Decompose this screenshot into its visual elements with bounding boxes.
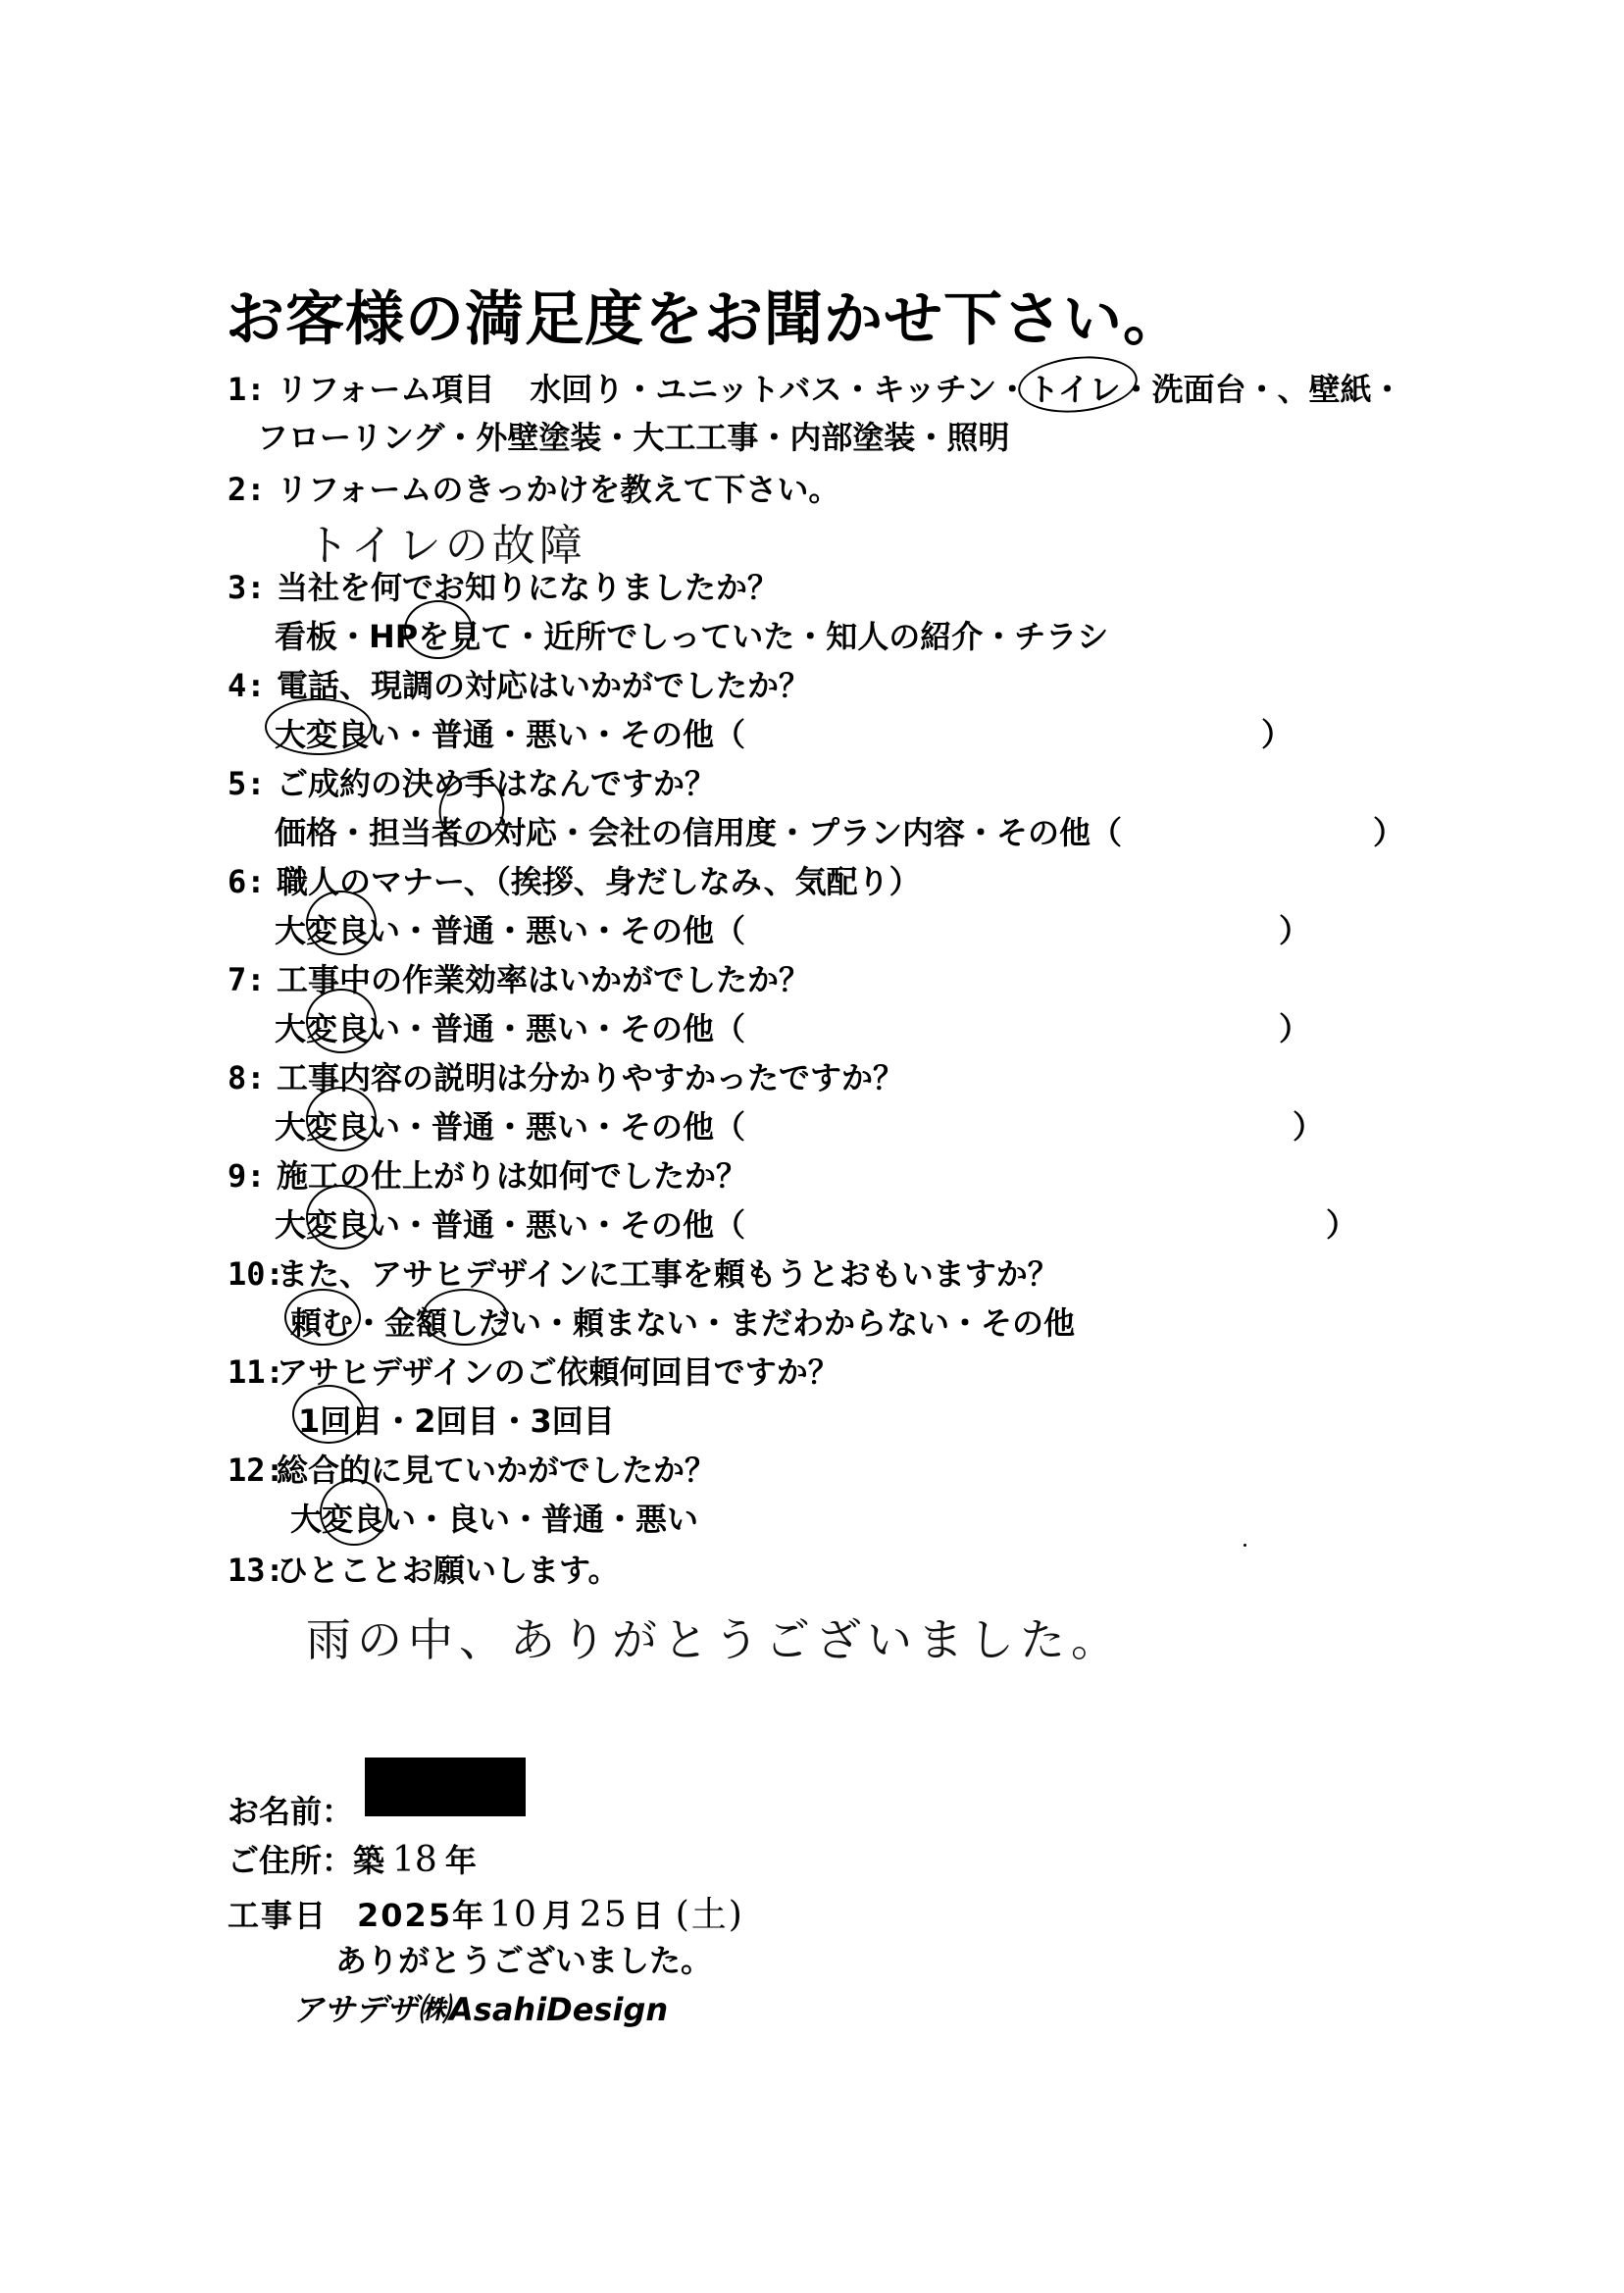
q6-label: 職人のマナー、（挨拶、身だしなみ、気配り）: [277, 863, 921, 900]
q13-label: ひとことお願いします。: [277, 1552, 620, 1589]
company-name: アサデザ㈱AsahiDesign: [292, 1991, 669, 2028]
q9-label: 施工の仕上がりは如何でしたか？: [277, 1157, 748, 1195]
date-line: [228, 1887, 744, 1937]
thanks-text: ありがとうございました。: [335, 1942, 713, 1979]
q4-number: 4:: [228, 667, 266, 704]
q9-options: 大変良い・普通・悪い・その他（: [275, 1206, 746, 1244]
q12-label: 総合的に見ていかがでしたか？: [277, 1452, 717, 1489]
q9-number: 9:: [228, 1157, 266, 1195]
q6-number: 6:: [228, 863, 266, 900]
date-month: 10: [489, 1895, 538, 1935]
q7-number: 7:: [228, 961, 266, 998]
q13-handwritten-answer: 雨の中、ありがとうございました。: [306, 1613, 1122, 1666]
q6-paren-close: ）: [1279, 912, 1311, 949]
q9-line: [228, 1151, 747, 1197]
date-year: 2025年: [357, 1897, 486, 1934]
q10-options: 頼む・金額しだい・頼まない・まだわからない・その他: [290, 1304, 1076, 1342]
month-suffix: 月: [541, 1897, 576, 1934]
q12-options: 大変良い・良い・普通・悪い: [290, 1501, 699, 1538]
q12-number: 12:: [228, 1452, 284, 1489]
q11-label: アサヒデザインのご依頼何回目ですか？: [277, 1353, 839, 1391]
q3-options: 看板・HPを見て・近所でしっていた・知人の紹介・チラシ: [275, 618, 1109, 655]
q6-circle-very-good: [306, 891, 377, 955]
day-suffix: 日: [632, 1897, 666, 1934]
q3-line: [228, 563, 779, 608]
q3-number: 3:: [228, 569, 266, 606]
q11-number: 11:: [228, 1353, 284, 1391]
q8-circle-very-good: [306, 1087, 377, 1151]
q5-options: 価格・担当者の対応・会社の信用度・プラン内容・その他（: [275, 814, 1123, 851]
q13-number: 13:: [228, 1552, 284, 1589]
q8-options: 大変良い・普通・悪い・その他（: [275, 1108, 746, 1146]
q5-paren-close: ）: [1373, 814, 1405, 851]
address-suffix: 年: [444, 1842, 477, 1879]
q1-options-line1: 水回り・ユニットバス・キッチン・トイレ・洗面台・、壁紙・: [530, 371, 1403, 408]
q1-options-line2: フローリング・外壁塗装・大工工事・内部塗装・照明: [257, 419, 1010, 456]
address-years: 18: [392, 1840, 437, 1880]
q4-paren-close: ）: [1261, 716, 1294, 753]
q10-label: また、アサヒデザインに工事を頼もうとおもいますか？: [277, 1255, 1059, 1293]
q2-number: 2:: [228, 471, 266, 508]
q7-line: [228, 955, 810, 1000]
q7-options: 大変良い・普通・悪い・その他（: [275, 1010, 746, 1047]
date-weekday: (土): [675, 1895, 744, 1935]
q1-number: 1:: [228, 371, 266, 408]
q8-number: 8:: [228, 1059, 266, 1096]
q11-options: 1回目・2回目・3回目: [298, 1402, 615, 1440]
q1-label: リフォーム項目: [277, 371, 495, 408]
q10-number: 10:: [228, 1255, 284, 1293]
address-label: ご住所：築: [228, 1842, 385, 1879]
q12-line: [228, 1446, 716, 1491]
q10-circle-request: [284, 1289, 361, 1346]
q7-circle-very-good: [306, 989, 377, 1053]
q7-label: 工事中の作業効率はいかがでしたか？: [277, 961, 811, 998]
q13-line: [228, 1546, 619, 1591]
date-day: 25: [579, 1895, 629, 1935]
name-label: お名前：: [228, 1793, 354, 1830]
q5-label: ご成約の決め手はなんですか？: [277, 765, 717, 802]
q3-circle-hp: [404, 600, 473, 659]
q11-circle-first: [292, 1385, 365, 1444]
q9-circle-very-good: [306, 1185, 377, 1249]
q2-handwritten-answer: トイレの故障: [306, 521, 586, 571]
date-label: 工事日: [228, 1897, 329, 1934]
q7-paren-close: ）: [1279, 1010, 1311, 1047]
q2-label: リフォームのきっかけを教えて下さい。: [277, 471, 840, 508]
q12-circle-very-good: [320, 1479, 388, 1546]
address-line: [228, 1836, 477, 1881]
q10-circle-price: [422, 1289, 508, 1346]
q4-circle-very-good: [265, 698, 373, 755]
q9-paren-close: ）: [1326, 1206, 1358, 1244]
name-redaction: [365, 1758, 526, 1816]
stray-mark: [1243, 1544, 1246, 1547]
q1-line1: [228, 365, 1403, 410]
page-title: お客様の満足度をお聞かせ下さい。: [226, 285, 1183, 354]
q10-line: [228, 1249, 1059, 1295]
q8-label: 工事内容の説明は分かりやすかったですか？: [277, 1059, 905, 1096]
q2-line: [228, 465, 839, 510]
q8-paren-close: ）: [1293, 1108, 1325, 1146]
q5-number: 5:: [228, 765, 266, 802]
q3-label: 当社を何でお知りになりましたか？: [277, 569, 780, 606]
q4-options: 大変良い・普通・悪い・その他（: [275, 716, 746, 753]
q4-label: 電話、現調の対応はいかがでしたか？: [277, 667, 811, 704]
q6-options: 大変良い・普通・悪い・その他（: [275, 912, 746, 949]
